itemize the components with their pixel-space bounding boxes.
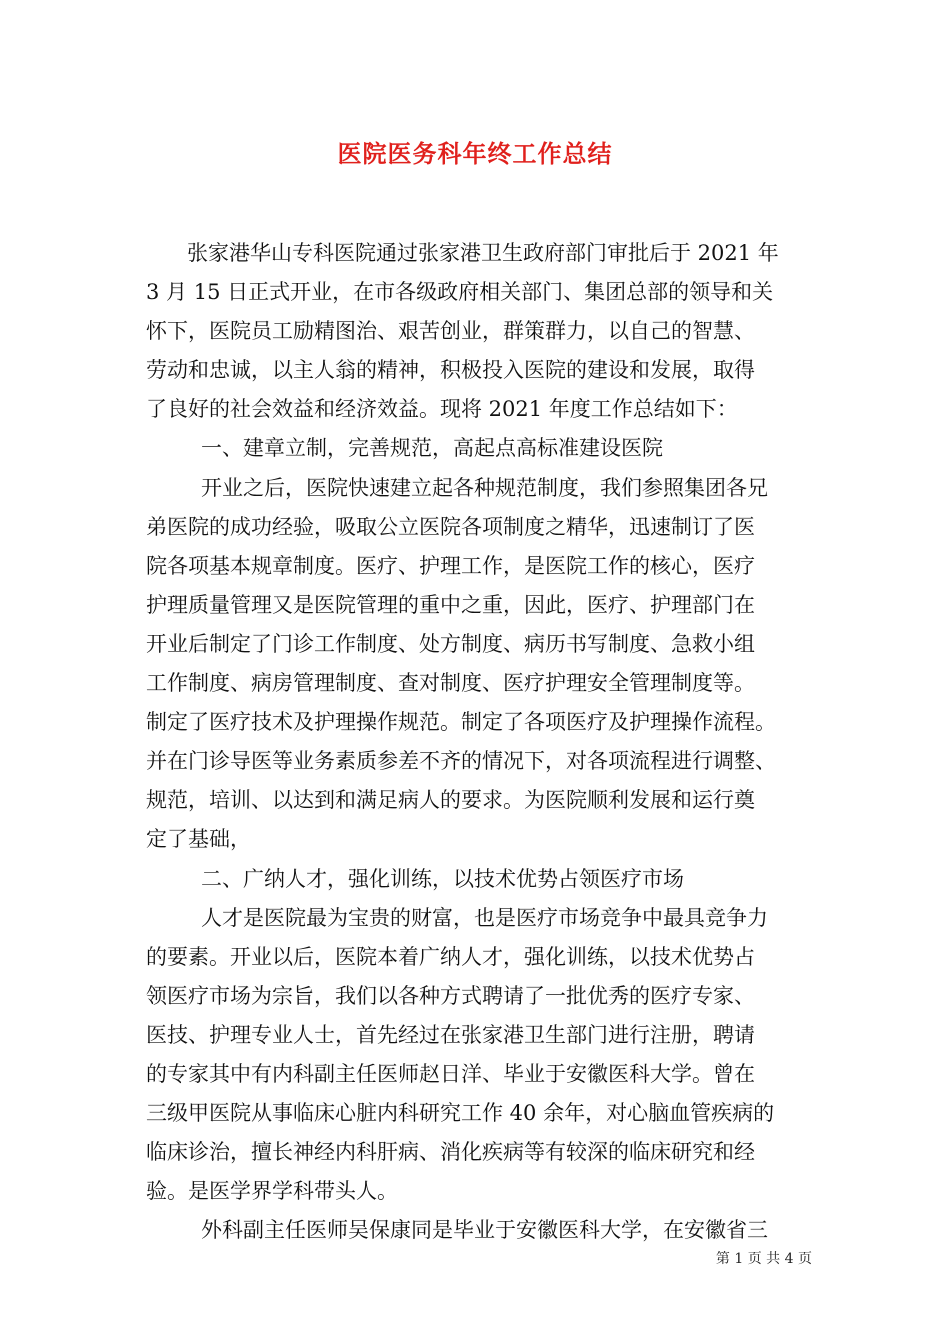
body-line: 外科副主任医师吴保康同是毕业于安徽医科大学，在安徽省三 [201, 1218, 768, 1243]
body-line: 三级甲医院从事临床心脏内科研究工作 40 余年，对心脑血管疾病的 [146, 1101, 775, 1126]
body-line: 并在门诊导医等业务素质参差不齐的情况下，对各项流程进行调整、 [146, 749, 776, 774]
document-title: 医院医务科年终工作总结 [337, 139, 613, 168]
body-line: 张家港华山专科医院通过张家港卫生政府部门审批后于 2021 年 [187, 241, 779, 265]
body-line: 开业之后，医院快速建立起各种规范制度，我们参照集团各兄 [201, 475, 768, 500]
body-line: 怀下，医院员工励精图治、艰苦创业，群策群力，以自己的智慧、 [146, 319, 755, 344]
body-line: 的专家其中有内科副主任医师赵日洋、毕业于安徽医科大学。曾在 [146, 1061, 755, 1086]
body-line: 领医疗市场为宗旨，我们以各种方式聘请了一批优秀的医疗专家、 [146, 983, 755, 1008]
body-line: 验。是医学界学科带头人。 [146, 1179, 398, 1204]
body-line: 院各项基本规章制度。医疗、护理工作，是医院工作的核心，医疗 [146, 553, 755, 578]
page-number: 第 1 页 共 4 页 [715, 1251, 812, 1267]
body-line: 规范，培训、以达到和满足病人的要求。为医院顺利发展和运行奠 [146, 788, 755, 813]
body-line: 工作制度、病房管理制度、查对制度、医疗护理安全管理制度等。 [146, 671, 755, 696]
body-line: 定了基础， [146, 827, 251, 852]
body-line: 了良好的社会效益和经济效益。现将 2021 年度工作总结如下： [146, 397, 738, 422]
body-line: 的要素。开业以后，医院本着广纳人才，强化训练，以技术优势占 [146, 944, 755, 969]
document-body [146, 234, 811, 1250]
body-line: 开业后制定了门诊工作制度、处方制度、病历书写制度、急救小组 [146, 631, 755, 656]
body-line: 制定了医疗技术及护理操作规范。制定了各项医疗及护理操作流程。 [146, 710, 776, 735]
body-line: 护理质量管理又是医院管理的重中之重，因此，医疗、护理部门在 [146, 592, 755, 617]
body-line: 医技、护理专业人士，首先经过在张家港卫生部门进行注册，聘请 [146, 1022, 755, 1047]
body-line: 劳动和忠诚，以主人翁的精神，积极投入医院的建设和发展，取得 [146, 358, 755, 383]
section-heading: 一、建章立制，完善规范，高起点高标准建设医院 [201, 436, 663, 461]
section-heading: 二、广纳人才，强化训练，以技术优势占领医疗市场 [201, 866, 684, 891]
body-line: 临床诊治，擅长神经内科肝病、消化疾病等有较深的临床研究和经 [146, 1140, 755, 1165]
body-line: 弟医院的成功经验，吸取公立医院各项制度之精华，迅速制订了医 [146, 514, 755, 539]
body-line: 人才是医院最为宝贵的财富，也是医疗市场竞争中最具竞争力 [201, 905, 768, 930]
body-line: 3 月 15 日正式开业，在市各级政府相关部门、集团总部的领导和关 [146, 280, 774, 305]
